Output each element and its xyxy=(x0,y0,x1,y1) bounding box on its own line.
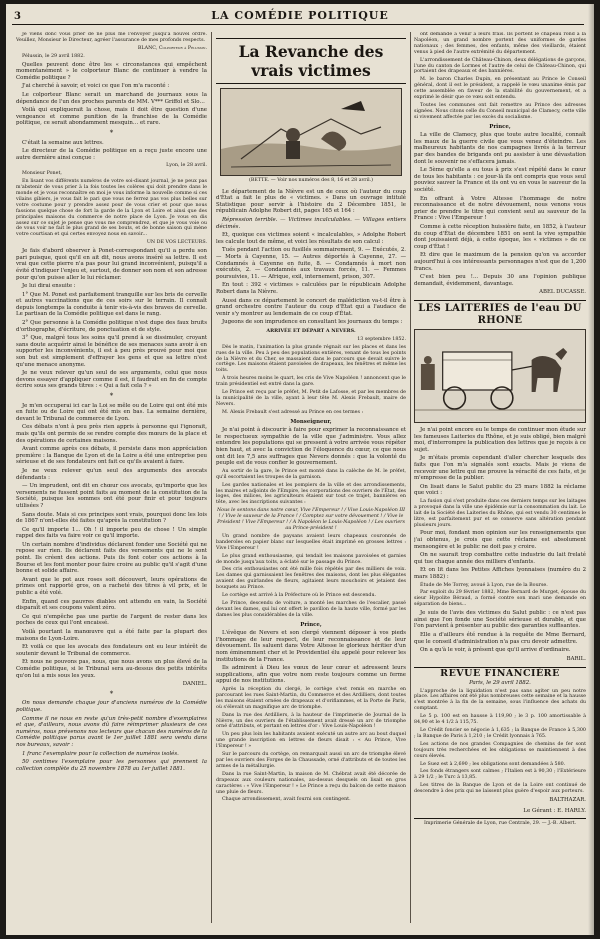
paragraph: Un grand nombre de paysans avaient leurs chapeaux couronnés de banderoles en papier blanc sur lesquelles était imprimé en grosses lettres : Vive l'Empereur ! xyxy=(216,533,406,551)
paragraph: M. le baron Charles Dupin, en présentant au Prince le Conseil général, dont il est le président, a rappelé le vœu unanime émis par cette assemblée en faveur de la stabilité du gouvernement, et a exprimé le désir que ce vœu soit entendu. xyxy=(414,77,586,101)
letter-signature: UN DE VOS LECTEURS. xyxy=(146,240,207,246)
paragraph: Le colporteur Blanc serait un marchand de journaux sous la dépendance de l'un des proches parents de MM. V*** Griffol et Slo… xyxy=(16,92,207,105)
paragraph: À trois heures moins le quart, les cris de Vive Napoléon ! annoncent que le train présidentiel est entré dans la gare. xyxy=(216,376,406,388)
section-separator: * xyxy=(109,128,114,137)
paragraph: Un certain nombre d'individus déclarent fonder une Société qui ne repose sur rien. Ils déclarent faits des versements qui ne le sont point. Ils créent des actions. Puis ils font coter ces actions à la Bourse et les font monter pour faire croire au public qu'il s'agit d'une bonne et solide affaire. xyxy=(16,541,207,575)
page-number: 3 xyxy=(14,11,21,22)
paragraph: Les titres de la Banque de Lyon et de la Loire ont continué de descendre à des prix qui ne laissent plus guère d'espoir aux porteurs. xyxy=(414,783,586,795)
running-title: LA COMÉDIE POLITIQUE xyxy=(211,9,389,22)
paragraph: Toutes les communes ont fait remettre au Prince des adresses signées. Nous citons celle du Conseil municipal de Clamecy, cette ville si vivement affectée par les excès du socialisme. xyxy=(414,102,586,120)
paragraph: Le directeur de la Comédie politique en a reçu juste encore une autre dernière ainsi conçue : xyxy=(16,148,207,161)
paragraph: Ce qu'il importe 1... Oh ! il importe peu de chose ! Un simple rappel des faits va faire voir ce qu'il importe. xyxy=(16,526,207,540)
paragraph: Je suis de l'avis des victimes du Salut public : ce n'est pas ainsi que l'on fonde une Société sérieuse et durable, et que l'on parvient à présenter au public des garanties suffisantes. xyxy=(414,610,586,630)
letter-signature: BLANC, Colporteur à Pélussin. xyxy=(137,45,207,51)
paragraph: Enfin, quand ces pauvres diables ont attendu en vain, la Société disparaît et ses coupons valent zéro. xyxy=(16,598,207,612)
newspaper-page xyxy=(6,4,594,935)
article-signature: DANIEL. xyxy=(182,681,207,688)
paragraph: Voilà pourtant la manœuvre qui a été faite par la plupart des maisons de Lyon-Loire. xyxy=(16,629,207,642)
paragraph: On lisait dans le Salut public du 25 mars 1882 la réclame que voici : xyxy=(414,483,586,497)
paragraph: Aussi dans ce département le concert de malédiction va-t-il être à grand orchestre contre l'auteur du coup d'État qui a l'audace de venir s'y montrer au lendemain de ce coup d'État. xyxy=(216,297,406,317)
paragraph: Ce qui n'empêche pas une partie de l'argent de rester dans les poches de ceux qui l'ont encaissé. xyxy=(16,613,207,627)
paragraph: L'approche de la liquidation n'est pas sans agiter un peu notre place. Les affaires ont été plus nombreuses cette semaine et la hausse s'est montrée à la fin de la semaine, sous l'influence des achats du comptant. xyxy=(414,688,586,712)
paragraph: Et dire que le maximum de la pension qu'on va accorder aujourd'hui à ces intéressants personnages n'est que de 1,200 francs. xyxy=(414,252,586,272)
salutation: Prince, xyxy=(489,123,511,130)
column-2 xyxy=(216,32,406,927)
paragraph: Quelles peuvent donc être les « circonstances qui empêchent momentanément » le colporteur Blanc de continuer à vendre la Comédie politique ? xyxy=(16,61,207,81)
paragraph: Le plus grand enthousiasme, qui tendait les maisons pavoisées et garnies de monde jusqu'aux toits, a éclaté sur le passage du Prince. xyxy=(216,553,406,565)
paragraph: Tués pendant l'action ou fusillés sommairement, 9. — Exécutés, 2. — Morts à Cayenne, 15. — Autres déportés à Cayenne, 27. — Condamnés à Cayenne en fuite, 8. — Condamnés à mort non exécutés, 2. — Condamnés aux travaux forcés, 11. — Femmes poursuivies, 11. — Afrique, exil, internement, prison, 307. xyxy=(216,247,406,280)
notice: On nous demande chaque jour d'anciens numéros de la Comédie politique. xyxy=(16,700,207,713)
paragraph: Après la réception du clergé, le cortège s'est remis en marche en parcourant les rues Saint-Martin, du Commerce et des Ardilliers, dont toutes les maisons étaient ornées de drapeaux et d'oriflammes, et la Porte de Paris, où s'élevait un magnifique arc de triomphe. xyxy=(216,687,406,710)
paragraph: Dans la rue Saint-Martin, la maison de M. Chébrat avait été décorée de drapeaux aux couleurs nationales, au-dessus desquels on lisait en gros caractères : « Vive l'Empereur ! » Le Prince a reçu du balcon de cette maison une pluie de fleurs. xyxy=(216,771,406,795)
paragraph: M. Alexis Frebault s'est adressé au Prince en ces termes : xyxy=(222,409,364,415)
paragraph: Dès le matin, l'animation la plus grande régnait sur les places et dans les rues de la ville. Peu à peu des populations entières, venant de tous les points de la Nièvre et du Cher, se massaient dans le parcours que devait suivre le cortège. Les maisons étaient pavoisées de drapeaux, les fenêtres et même les toits. xyxy=(216,344,406,374)
dateline: Paris, le 29 avril 1882. xyxy=(469,679,531,686)
managing-editor: Le Gérant : E. HARLY. xyxy=(523,807,586,814)
letter-place-date: Lyon, le 28 avril. xyxy=(166,163,207,169)
paragraph: Les gardes nationales et les pompiers de la ville et des arrondissements, les maires et adjoints de l'Empire, les corporations des ouvriers de l'État, des loges, des milices, les agriculteurs étaient sur tout ce trajet, bannières en tête, avec les inscriptions suivantes : xyxy=(216,482,406,506)
paragraph: Ils admirent à Dieu les vœux de leur cœur et adressent leurs supplications, afin que votre nom reste toujours comme un ferme appui de nos institutions. xyxy=(216,665,406,685)
paragraph: Je n'ai point à discourir à faire pour exprimer la reconnaissance et le respectueux sympathie de la ville que j'administre. Vous allez entendre les populations qui se pressent à votre arrivée vous répéter bien haut, et avec la conviction de l'éloquence du cœur, ce que nous ont dit les 7,5 ans suffrages que Nevers donnés : que la volonté du peuple est de vous confier le gouvernement. xyxy=(216,427,406,467)
paragraph: C'était la semaine aux lettres. xyxy=(22,139,104,146)
paragraph: Le 5ème qu'elle a eu tous à prix s'est répété dans le cœur de tous les habitants : ce jour-là ils ont compris que vous seul pouviez sauver la France et ils ont vu en vous le sauveur de la société. xyxy=(414,167,586,194)
paragraph: J'ai cherché à savoir, et voici ce que l'on m'a raconté : xyxy=(22,83,170,90)
paragraph: Dans la rue des Ardilliers, à la hauteur de l'imprimerie de Journal de la Nièvre, un des ouvriers de l'établissement avait dressé un arc de triomphe orné d'attributs, et portant en lettres d'or : Vive Louis-Napoléon ! xyxy=(216,712,406,730)
paragraph: On a qu'à le voir, à présent que qu'il arrive d'ordinaire. xyxy=(420,647,571,654)
letter-body: Je viens donc vous prier de ne plus me l'envoyer jusqu'à nouvel ordre. Veuillez, Monsieur le Directeur, agréer l'assurance de mes profonds respects. xyxy=(16,32,207,43)
paragraph: Jugeons de son imprudence en consultant les journaux du temps : xyxy=(222,319,403,326)
paragraph: Je ne veux relever qu'un seul des arguments des avocats défendants : xyxy=(16,467,207,481)
section-separator: * xyxy=(109,689,114,698)
paragraph: Le département de la Nièvre est un de ceux où l'auteur du coup d'État a fait le plus de « victimes. » Dans un ouvrage intitulé Statistique pour servir à l'histoire du 2 Décembre 1851, le républicain Adolphe Robert dit, pages 165 et 164 : xyxy=(216,188,406,215)
paragraph: Chaque arrondissement, avait fourni son contingent. xyxy=(222,797,351,803)
paragraph: Le Suez est à 2,690 ; les obligations sont demandées à 580. xyxy=(420,761,566,767)
paragraph: 1° Que M. Ponet est parfaitement tranquille sur les bris de cervelle et autres vaccinations que de ces soirs sur le terrain. Il connaît depuis longtemps la conduite à tenir vis-à-vis des braves de cervelle. Le partisan de la Comédie politique est dans le rang. xyxy=(16,291,207,318)
paragraph: Je lui dirai ensuite : xyxy=(22,283,76,290)
quote: La fusion qui s'est produite dans ces derniers temps sur les laitages a provoqué dans la ville une épidémie sur la consommation du lait. Le lait de la Société des Laiteries du Rhône, qui est vendu 30 centimes le litre, est parfaitement pur et se conserve sans altération pendant plusieurs jours. xyxy=(414,498,586,528)
engraving-illustration xyxy=(414,329,586,423)
paragraph: — Un imprudent, ont dit en chœur ces avocats, qu'importe que les versements ne fussent point faits au moment de la constitution de la Société, puisque les sommes ont été pour finir et pour toujours utilisées ? xyxy=(16,483,207,509)
notice: Comme il ne nous en reste qu'un très-petit nombre d'exemplaires et que, d'ailleurs, nous avons dû faire réimprimer plusieurs de ces numéros, nous prévenons nos lecteurs que chacun des numéros de la Comédie politique parus avant le 1er juillet 1881 sera vendu dans nos bureaux, savoir : xyxy=(16,715,207,748)
paragraph: Et nous ne pouvons pas, nous, que nous avons un plus élevé de la Comédie politique, si le Tribunal sera au-dessus des petits intérêts qu'on lui a mis sous les yeux. xyxy=(16,659,207,679)
paragraph: Un peu plus loin les habitants avaient exécuté un autre arc au bout duquel une grande inscription en lettres de fleurs disait : « Au Prince, Vive l'Empereur ! » xyxy=(216,732,406,750)
illustration-caption: (BETTE. — Voir nos numéros des 8, 16 et 28 avril.) xyxy=(248,178,374,183)
paragraph: Comme à cette réception huissière faite, en 1852, à l'auteur du coup d'État de décembre 1851 on sent la vive sympathie dont jouissaient déjà, à cette époque, les « victimes » de ce coup d'État ! xyxy=(414,224,586,250)
article-signature: BARIL. xyxy=(566,655,586,662)
paragraph: Le cortège est arrivé à la Préfecture où le Prince est descendu. xyxy=(222,593,377,599)
paragraph: On ne saurait trop combattre cette industrie du lait frelaté qui tue chaque année des milliers d'enfants. xyxy=(414,552,586,565)
column-3 xyxy=(414,32,586,927)
paragraph: Je ne veux relever qu'un seul de ses arguments, celui que nous devons essayer d'appliquer comme il est, il faudrait en fin de compte écrire sous ses grands titres : « Qui a fait cela ? » xyxy=(16,370,207,390)
printer-imprint: Imprimerie Générale de Lyon, rue Centrale, 29. — J.-B. Albert. xyxy=(414,818,586,828)
paragraph: Je fais d'abord observer à Ponet-correspondant qu'il a perdu son pari puisque, quoi qu'il en ait dit, nous avons inséré sa lettre. Il est vrai que cette pierre n'a pas pour lui grand inconvénient, puisqu'il a évité d'indiquer l'enjeu et, surtout, de donner son nom et son adresse pour qu'on puisse aller le lui réclamer. xyxy=(16,248,207,281)
paragraph: 3° Que, malgré tous les soins qu'il prend à se dissimuler, croyant sans doute acquérir ainsi le bénéfice de ses menaces sans avoir à en supporter les inconvénients, il est à peu près prouvé pour moi que son but est simplement d'effrayer les gens et que sa lettre n'est qu'une menace anonyme. xyxy=(16,335,207,368)
paragraph: Et voilà ce que les avocats des fondateurs ont eu leur intérêt de soutenir devant le Tribunal de commerce. xyxy=(16,644,207,657)
paragraph: 2° Que personne à la Comédie politique n'est dupe des faux bruits d'orthographe, d'écriture, de ponctuation et de style. xyxy=(16,320,207,333)
paragraph: Le Prince est reçu par le préfet, M. Petit de Lafosse, et par les membres de la municipalité de la ville, ayant à leur tête M. Alexis Frebault, maire de Nevers. xyxy=(216,390,406,407)
header-rule xyxy=(12,24,584,25)
paragraph: Avant que le pot aux roses soit découvert, leurs opérations de primes ont rapporté gros, on a racheté des titres à vil prix, et le public a été volé. xyxy=(16,576,207,597)
salutation: Prince, xyxy=(300,621,322,628)
dateline-date: 13 septembre 1852. xyxy=(357,336,406,342)
letter-body: En lisant vos différents numéros de votre soi-disant journal, je ne peux pas m'abstenir de vous prier à la fois toutes les colères qui doit prendre dans le monde et je vous reconnaître en moi je vous informe la nouvelle comme si ces vilains gibiers, je vous fait le pari que vous ne ferrez pas vos plus belles sur votre costume pour y prendre assez pour de vous crier et pour que nous fassions quelque chose de fort la garde de la Lyon et Loire et ainsi que des principales maisons du commerce de notre place de Lyon. Je vous en dis assez sur ce sujet je pense que vous me comprendrez, et que je vous voie ou de vous voir ne fait le plus grand de ses bouts, et de bonne saison qui mène votre courtisan et qui certes envoyez nous en savoir... xyxy=(16,179,207,238)
paragraph: Voilà qui expliquerait la chose, mais il doit être question d'une vengeance et comme punition de la franchise de la Comédie politique, ce serait abondamment mesquin… et rare. xyxy=(16,107,207,127)
paragraph: Et on lit dans les Petites Affiches lyonnaises (numéro du 2 mars 1882) : xyxy=(414,567,586,580)
paragraph: Et, quoique ces victimes soient « incalculables, » Adolphe Robert les calcule tout de même, et voici les résultats de son calcul : xyxy=(216,232,406,245)
letter-salutation: Monsieur Ponet, xyxy=(22,171,62,177)
legal-notice: Étude de Me Torrey, avoué à Lyon, rue de la Bourse. xyxy=(420,582,548,588)
paragraph: Avant comme après ces débats, il persiste dans mon appréciation première : la Banque de Lyon et de la Loire a été une entreprise peu sérieuse et de ses fondateurs ont fait ce qu'ils avaient à faire. xyxy=(16,446,207,466)
milk-cart-drawing xyxy=(415,330,585,422)
section-title: REVUE FINANCIÈRE xyxy=(414,667,586,678)
article-title: La Revanche des vrais victimes xyxy=(216,38,406,84)
article-title: LES LAITERIES de l'eau DU RHONE xyxy=(414,300,586,327)
paragraph: Les fonds étrangers sont calmes ; l'Italien est à 90,30 ; l'Extérieure à 29 1/2 ; le Turc à 13,85. xyxy=(414,769,586,781)
paragraph: La ville de Clamecy, plus que toute autre localité, connaît les maux de la guerre civile que vous venez d'éteindre. Les malheureux habitants de nos campagnes livrés à la terreur par des bandes de brigands ont pu assister à une dévastation dont le souvenir ne s'effacera jamais. xyxy=(414,132,586,165)
column-rule xyxy=(410,32,411,923)
notice: 50 centimes l'exemplaire pour les personnes qui prennent la collection complète du 25 novembre 1878 au 1er juillet 1881. xyxy=(16,759,207,772)
salutation: Monseigneur, xyxy=(290,418,332,425)
paragraph: Le 5 p. 100 est en hausse à 119,90 ; le 3 p. 100 amortissable à 84,90 et le 4 1/2 à 115,75. xyxy=(414,714,586,726)
paragraph: Le Prince, descendu de voiture, a monté les marches de l'escalier, passé devant les dames, qui lui ont offert le pavillon de la haute ville, formé par les dames les plus considérables de la ville. xyxy=(216,600,406,618)
article-signature: BALTHAZAR. xyxy=(549,797,586,804)
article-signature: ABEL DUCASSE. xyxy=(539,289,586,296)
paragraph: Ces débats n'ont à peu près rien appris à personne qui l'ignorait, mais qu'ils ont permis de se rendre compte des mœurs de la place et des opérations de certaines maisons. xyxy=(16,424,207,444)
notice: 1 franc l'exemplaire pour la collection de numéros isolés. xyxy=(22,750,179,757)
paragraph: C'est bien peu !... Depuis 30 ans l'opinion publique demandait, évidemment, davantage. xyxy=(414,274,586,287)
paragraph: En tout : 392 « victimes » calculées par le républicain Adolphe Robert dans la Nièvre. xyxy=(216,282,406,295)
section-separator: * xyxy=(109,392,114,400)
paragraph: Pour moi, fondant mon opinion sur les renseignements que j'ai obtenus, je crois que cette réclame est absolument mensongère et le public ne doit pas y croire. xyxy=(414,530,586,550)
paragraph: Le Crédit foncier se négocie à 1,635 ; la Banque de France à 5,300 ; la Banque de Paris à 1,210 ; le Crédit lyonnais à 765. xyxy=(414,727,586,739)
paragraph: En offrant à Votre Altesse l'hommage de notre reconnaissance et de notre dévouement, nous venons vous prier de prendre le titre qui convient seul au sauveur de la France : Vive l'Empereur ! xyxy=(414,195,586,222)
paragraph: L'évêque de Nevers et son clergé viennent déposer à vos pieds l'hommage de leur respect, de leur reconnaissance et de leur dévouement. Ils saluent dans Votre Altesse le glorieux héritier d'un nom éminemment cher et le Providentiel élu appelé pour relever les institutions de la France. xyxy=(216,630,406,663)
column-1 xyxy=(16,32,207,927)
paragraph: Des cris enthousiastes ont été mille fois répétés par des milliers de voix. Les dames qui garnissaient les fenêtres des maisons, dont les plus élégantes avaient des guirlandes de fleurs, agitaient leurs mouchoirs et jetaient des bouquets au Prince. xyxy=(216,567,406,591)
paragraph: ont demandé à venir à leurs frais. Ils portent le chapeau rond à la Napoléon, un grand nombre portent des uniformes de gardes nationaux ; des femmes, des enfants, même des vieillards, étaient venus à pied de l'autre extrémité du département. xyxy=(414,32,586,55)
engraving-illustration xyxy=(220,88,402,176)
paragraph: Sans doute. Mais si ces principes sont vrais, pourquoi donc les lois de 1867 n'ont-elles été faites qu'après la constitution ? xyxy=(16,511,207,525)
engraving-drawing xyxy=(221,89,401,175)
paragraph: L'arrondissement de Château-Chinon, deux délégations de garçons, l'une du canton de Lormes et l'autre de celui de Château-Chinon, qui portaient des drapeaux et des bannières. xyxy=(414,57,586,75)
paragraph: Je m'en occuperai ici car la Loi se mêle ou de Loire qui ont été mis en fuite ou de Loire qui ont été mis en bas. La semaine dernière, devant le Tribunal de commerce de Lyon. xyxy=(16,402,207,422)
paragraph: Elle a d'ailleurs été rendue à la requête de Mme Bernard, que le conseil d'administration n'a pas cru devoir admettre. xyxy=(414,631,586,645)
dateline: ARRIVÉE ET DÉPART A NEVERS. xyxy=(266,327,356,334)
paragraph: Je n'ai point encore eu le temps de continuer mon étude sur les fameuses Laiteries du Rhône, et je suis obligé, bien malgré moi, d'interrompre la publication des lettres que je reçois à ce sujet. xyxy=(414,426,586,453)
paragraph: Sur le parcours du cortège, on remarquait aussi un arc de triomphe élevé par les ouvriers des Forges de la Chaussade, orné d'attributs et de toutes les armes de la métallurgie. xyxy=(216,752,406,769)
legal-notice: Par exploit du 29 février 1882, Mme Bernard de Murget, épouse du sieur Hypolite Béraud, a formé contre son mari une demande en séparation de biens... xyxy=(414,590,586,608)
letter-place-date: Pélussin, le 29 avril 1882. xyxy=(22,53,85,59)
paragraph: Les actions de nos grandes Compagnies de chemins de fer sont toujours très recherchées et les obligations se maintiennent à des cours élevés. xyxy=(414,741,586,759)
quote: Répression terrible. — Victimes incalculables. — Villages entiers décimés. xyxy=(216,216,406,230)
paragraph: Je m'étais promis cependant d'aller chercher lesquels des faits que l'on m'a signalés sont exacts. Mais je viens de recevoir une lettre qui me prouve la véracité de ces faits, et je m'empresse de la publier. xyxy=(414,455,586,482)
column-rule xyxy=(211,32,212,923)
inscriptions: Nous le sentons dans notre cœur, Vive l'Empereur ! / Vive Louis-Napoléon III ! / Vive le sauveur de la France ! / Comptez sur votre dévouement ! / Vive le Président ! Vive l'Empereur ! / A Napoléon le Louis-Napoléon ! / Les ouvriers au Prince-président ! xyxy=(216,508,406,531)
paragraph: Au sortir de la gare, le Prince est monté dans la calèche de M. le préfet, qu'il escortaient les troupes de la garnison. xyxy=(216,468,406,480)
